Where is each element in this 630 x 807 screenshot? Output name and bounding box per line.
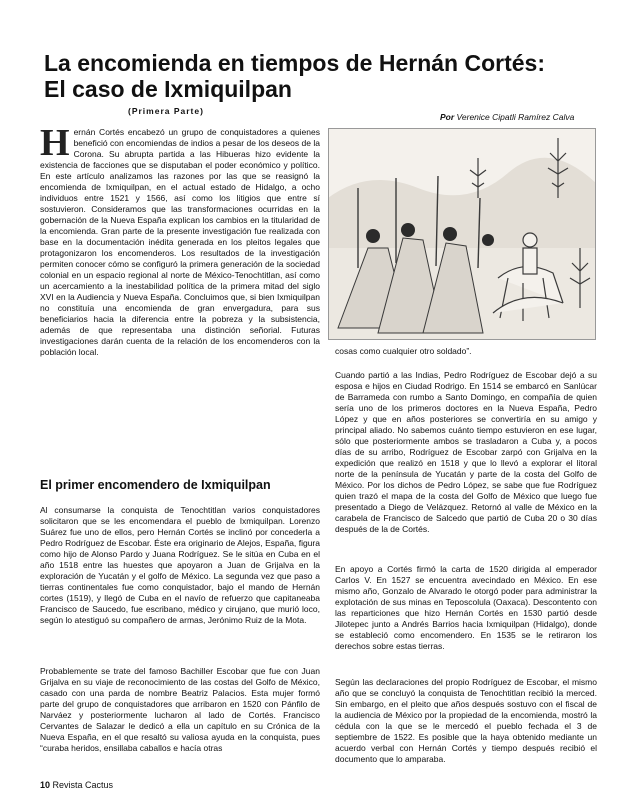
article-subtitle: (Primera Parte) bbox=[128, 106, 204, 116]
page-number: 10 bbox=[40, 780, 51, 790]
right-paragraph-3: Según las declaraciones del propio Rodríguez de Escobar, el mismo año que se concluyó la conquista de Tenochtitlan recibió la merced. Sin embargo, en el pleito que años después sostuvo con el fiscal de la audiencia de México por la propiedad de la encomienda, mostró la cédula con la que se le mercedó el pueblo fechada el 3 de septiembre de 1522. Es posible que la haya obtenido mediante un acuerdo verbal con Hernán Cortés y tiempo después recibió el documento que lo amparaba. bbox=[335, 677, 597, 764]
author-name: Verenice Cipatli Ramírez Calva bbox=[456, 112, 575, 122]
page-footer bbox=[40, 780, 113, 790]
article-title bbox=[44, 50, 604, 102]
intro-paragraph bbox=[40, 122, 320, 358]
drop-cap: H bbox=[40, 122, 70, 164]
left-paragraph-2: Probablemente se trate del famoso Bachiller Escobar que fue con Juan Grijalva en su viaje de reconocimiento de las costas del Golfo de México, casado con una parda de nombre Beatriz Palacios. Esta mujer formó parte del grupo de conquistadores que arribaron en 1520 con Pánfilo de Narváez y posteriormente lucharon al lado de Cortés. Francisco Cervantes de Salazar le dedicó a ella un capítulo en su Crónica de la Nueva España, en el que resaltó su valiosa ayuda en la conquista, pues “curaba heridos, ensillaba caballos e hacía otras bbox=[40, 666, 320, 753]
left-paragraph-1: Al consumarse la conquista de Tenochtitlan varios conquistadores solicitaron que se les encomendara el pueblo de Ixmiquilpan. Lorenzo Suárez fue uno de ellos, pero Hernán Cortés se inclinó por concederla a Pedro Rodríguez de Escobar. Éste era originario de Alejos, España, figura como hijo de Alonso Pardo y Juana Rodríguez. Se le sitúa en Cuba en el año 1518 entre las huestes que apoyaron a Juan de Grijalva en la exploración de Yucatán y el golfo de México. La segunda vez que paso a tierras continentales fue como conquistador, bajo el mando de Hernán cortes (1519), y llegó de Cuba en el navío de refuerzo que capitaneaba Francisco de Saucedo, fue escribano, médico y cirujano, que murió loco, según lo atestiguó su compañero de armas, Jerónimo Ruiz de la Mota. bbox=[40, 505, 320, 625]
byline-prefix: Por bbox=[440, 112, 455, 122]
title-line-1: La encomienda en tiempos de Hernán Cortés: bbox=[44, 50, 546, 76]
section-heading: El primer encomendero de Ixmiquilpan bbox=[40, 478, 271, 492]
right-paragraph-1: Cuando partió a las Indias, Pedro Rodríguez de Escobar dejó a su esposa e hijos en Ciudad Rodrigo. En 1514 se embarcó en Sanlúcar de Barrameda con rumbo a Santo Domingo, en compañía de quien sería uno de los primeros doctores en la Nueva España, Pedro López y que en años posteriores se convertiría en su amigo y principal aliado. No sabemos cuánto tiempo estuvieron en ese lugar, sólo que posteriormente ambos se trasladaron a Cuba y, a pocos días de su arribo, Rodríguez de Escobar zarpó con Grijalva en la expedición que realizó en 1518 y que lo llevó a explorar el litoral norte de la península de Yucatán y parte de la costa del Golfo de México. Por los dichos de Pedro López, se sabe que fue Rodríguez quien trazó el mapa de la costa del Golfo de México que luego fue presentado a Diego de Velázquez. Retornó al valle de México en la carabela de Francisco de Salcedo que partió de Cuba 20 o 30 días después de la de Cortés. bbox=[335, 370, 597, 534]
codex-illustration bbox=[328, 128, 596, 340]
right-paragraph-2: En apoyo a Cortés firmó la carta de 1520 dirigida al emperador Carlos V. En 1527 se encuentra avecindado en México. En ese mismo año, Gonzalo de Alvarado le otorgó poder para administrar la explotación de sus minas en Teposcolula (Oaxaca). Descontento con las reparticiones que hizo Hernán Cortés en 1530 partió desde Jilotepec junto a Andrés Barrios hacia Ixmiquilpan (Hidalgo), donde se estableció como encomendero. En 1535 se le retiraron los derechos sobre estas tierras. bbox=[335, 564, 597, 651]
byline bbox=[440, 112, 574, 122]
title-line-2: El caso de Ixmiquilpan bbox=[44, 76, 292, 102]
intro-text: ernán Cortés encabezó un grupo de conquistadores a quienes benefició con encomiendas de indios a pesar de los deseos de la Corona. Su abrupta partida a las Hibueras hizo evidente la existencia de facciones que se disputaban el poder económico y político. En este artículo analizamos las razones por las que se reasignó la encomienda de Ixmiquilpan, en el actual estado de Hidalgo, a ocho individuos entre 1521 y 1566, así como los litigios que entre sí sostuvieron. Consideramos que las transformaciones ocurridas en la gobernación de la Nueva España explican los cambios en la titularidad de la encomienda. Gran parte de la presente investigación fue realizada con base en la documentación inédita generada en los pleitos legales que protagonizaron los encomenderos. Los resultados de la investigación permiten conocer cómo se configuró la primera generación de la sociedad colonial en un espacio regional al norte de México-Tenochtitlan, así como un acercamiento a la inestabilidad política de la primera mitad del siglo XVI en la Audiencia y Nueva España. Concluimos que, si bien Ixmiquilpan no constituía una encomienda de gran envergadura, para sus beneficiarios hacia la diferencia entre la pobreza y la subsistencia, además de que representaba una distinción señorial. Futuras investigaciones darán cuenta de la relación de los encomenderos con la población local. bbox=[40, 127, 320, 357]
publication-name: Revista Cactus bbox=[52, 780, 114, 790]
right-paragraph-0: cosas como cualquier otro soldado”. bbox=[335, 346, 472, 356]
